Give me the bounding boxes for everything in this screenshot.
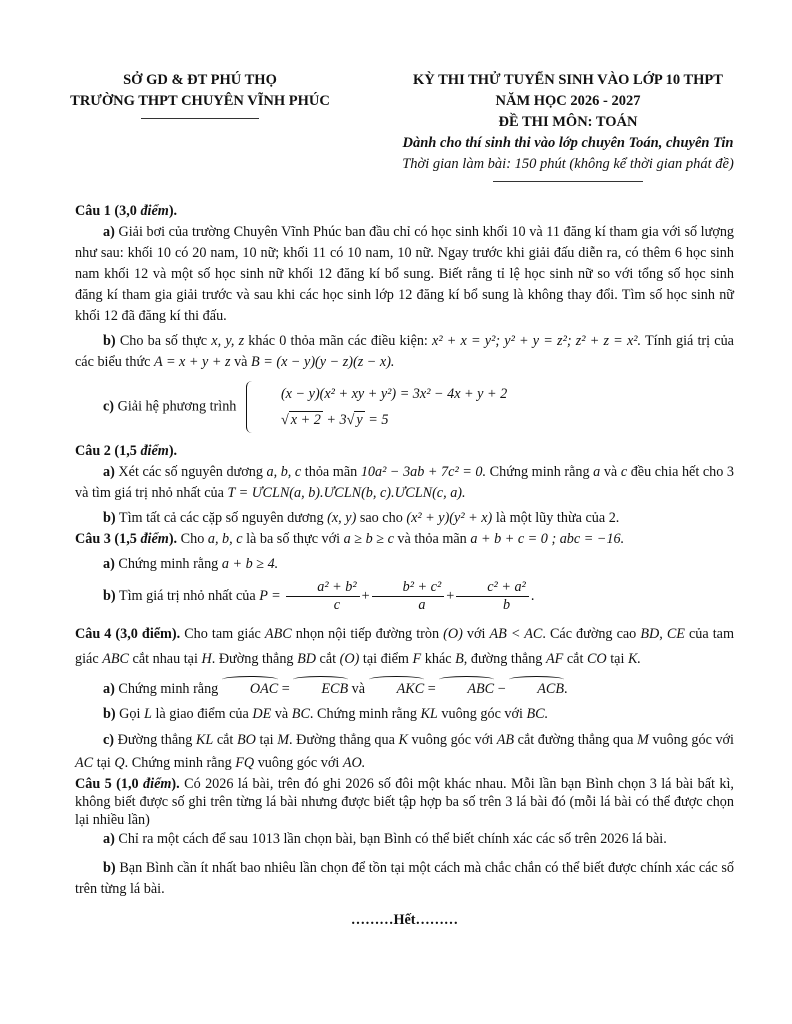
- exam-subject: ĐỀ THI MÔN: TOÁN: [498, 114, 638, 130]
- header-left: [40, 70, 360, 119]
- q1-part-a: a) Giải bơi của trường Chuyên Vĩnh Phúc ban đầu chỉ có học sinh khối 10 và 11 đăng kí tham gia với số lượng như sau: khối 10 có 20 nam, 10 nữ; khối 11 có 10 nam, 10 nữ. Ngay trước khi giải đấu diễn ra, có thêm 6 học sinh nam khối 12 và một số học sinh nữ khối 12 đăng kí bổ sung. Biết rằng tỉ lệ học sinh nữ so với tổng số học sinh đăng kí tham gia giải trước và sau khi các học sinh lớp 12 đăng kí bổ sung là không thay đổi. Tìm số học sinh nữ khối 12 đã đăng kí thi đấu.: [75, 224, 735, 324]
- fraction-3: $\frac{\text{c² + a²}}{b}$: [456, 579, 529, 614]
- q3-part-b: b) Tìm giá trị nhỏ nhất của P = $\frac{\text{a² + b²}}{c}$ + $\frac{\text{b² + c²}}{a}$ + $\frac{\text{c² + a²}}{b}$ .: [103, 579, 535, 613]
- q1-title: Câu 1 (3,0 điểm).: [75, 203, 178, 219]
- school-year: NĂM HỌC 2026 - 2027: [495, 93, 641, 109]
- q5-part-b: b) Bạn Bình cần ít nhất bao nhiêu lần chọn để tồn tại một cách mà chắc chắn có thể biết được chính xác các số trên từng lá bài.: [75, 860, 735, 897]
- q2-title: Câu 2 (1,5 điểm).: [75, 443, 178, 459]
- exam-title: KỲ THI THỬ TUYỂN SINH VÀO LỚP 10 THPT: [413, 72, 723, 88]
- q3-part-a: a) Chứng minh rằng a + b ≥ 4.: [103, 556, 279, 572]
- q1-part-c: c) Giải hệ phương trình (x − y)(x² + xy + y²) = 3x² − 4x + y + 2 √ x + 2 + 3√ y = 5: [75, 381, 734, 433]
- q2-part-a: a) Xét các số nguyên dương a, b, c thỏa mãn 10a² − 3ab + 7c² = 0. Chứng minh rằng a và c đều chia hết cho 3 và tìm giá trị nhỏ nhất của T = ƯCLN(a, b).ƯCLN(b, c).ƯCLN(c, a).: [75, 464, 735, 501]
- q1-part-b: b) Cho ba số thực x, y, z khác 0 thỏa mãn các điều kiện: x² + x = y²; y² + y = z²; z² + z = x². Tính giá trị của các biểu thức A = x + y + z và B = (x − y)(y − z)(z − x).: [75, 333, 734, 370]
- fraction-2: $\frac{\text{b² + c²}}{a}$: [372, 579, 445, 614]
- q5-part-a: a) Chỉ ra một cách để sau 1013 lần chọn bài, bạn Bình có thể biết chính xác các số trên 2026 lá bài.: [103, 831, 667, 847]
- school-name: TRƯỜNG THPT CHUYÊN VĨNH PHÚC: [70, 93, 330, 109]
- fraction-1: $\frac{\text{a² + b²}}{c}$: [286, 579, 359, 614]
- exam-body: [75, 201, 734, 945]
- exam-duration: Thời gian làm bài: 150 phút (không kể thời gian phát đề): [402, 156, 734, 172]
- header-right-rule: [493, 181, 643, 182]
- department-name: SỞ GD & ĐT PHÚ THỌ: [123, 72, 277, 88]
- exam-target: Dành cho thí sinh thi vào lớp chuyên Toán, chuyên Tin: [402, 135, 734, 151]
- header-right: [378, 70, 758, 182]
- q4-part-b: b) Gọi L là giao điểm của DE và BC. Chứng minh rằng KL vuông góc với BC.: [103, 706, 549, 722]
- q5-statement: Câu 5 (1,0 điểm). Có 2026 lá bài, trên đó ghi 2026 số đôi một khác nhau. Mỗi lần bạn Bình chọn 3 lá bài bất kì, không biết được số ghi trên từng lá bài nhưng được biết tập hợp ba số trên 3 lá bài đó (mỗi lá bài có thể được chọn lại nhiều lần): [75, 776, 734, 828]
- header-left-rule: [141, 118, 259, 119]
- q4-part-c: c) Đường thẳng KL cắt BO tại M. Đường thẳng qua K vuông góc với AB cắt đường thẳng qua M vuông góc với AC tại Q. Chứng minh rằng FQ vuông góc với AO.: [75, 732, 735, 771]
- q4-part-a: a) Chứng minh rằng OAC = ECB và AKC = ABC − ACB.: [75, 676, 734, 700]
- equation-system: (x − y)(x² + xy + y²) = 3x² − 4x + y + 2 √ x + 2 + 3√ y = 5: [246, 381, 507, 433]
- q4-statement: Câu 4 (3,0 điểm). Cho tam giác ABC nhọn nội tiếp đường tròn (O) với AB < AC. Các đường cao BD, CE của tam giác ABC cắt nhau tại H. Đường thẳng BD cắt (O) tại điểm F khác B, đường thẳng AF cắt CO tại K.: [75, 626, 735, 667]
- q2-part-b: b) Tìm tất cả các cặp số nguyên dương (x, y) sao cho (x² + y)(y² + x) là một lũy thừa của 2.: [103, 510, 620, 526]
- exam-end-marker: ………Hết………: [350, 912, 459, 928]
- q3-title: Câu 3 (1,5 điểm). Cho a, b, c là ba số thực với a ≥ b ≥ c và thỏa mãn a + b + c = 0 ; abc = −16.: [75, 531, 625, 547]
